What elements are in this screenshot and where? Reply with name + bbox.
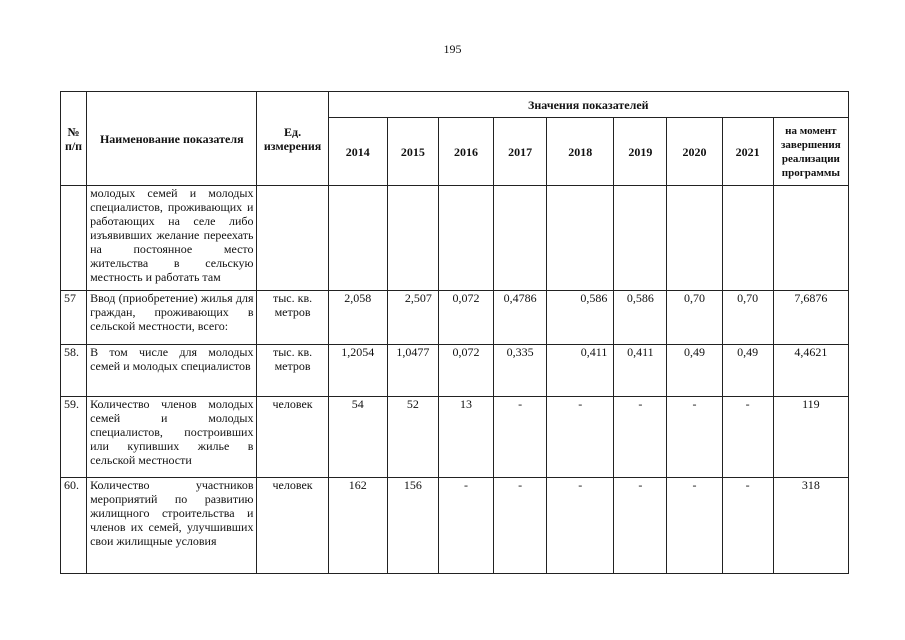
row-num: 57 xyxy=(61,291,87,345)
header-values-group: Значения показателей xyxy=(328,92,848,118)
row-value: 54 xyxy=(328,397,387,478)
row-value xyxy=(494,186,547,291)
row-value: - xyxy=(494,397,547,478)
header-num: № п/п xyxy=(61,92,87,186)
row-final: 318 xyxy=(773,478,848,574)
row-value: 0,335 xyxy=(494,345,547,397)
row-name: Количество членов молодых семей и молодых специалистов, построивших или купивших жилье в сельской местности xyxy=(87,397,257,478)
row-unit xyxy=(257,186,328,291)
row-value xyxy=(438,186,493,291)
row-name: Количество участников мероприятий по развитию жилищного строительства и членов их семей, улучшивших свои жилищные условия xyxy=(87,478,257,574)
row-value: 0,49 xyxy=(667,345,722,397)
row-value: - xyxy=(494,478,547,574)
row-value: 0,70 xyxy=(667,291,722,345)
row-num xyxy=(61,186,87,291)
row-value: 162 xyxy=(328,478,387,574)
row-unit: человек xyxy=(257,397,328,478)
header-year: 2021 xyxy=(722,118,773,186)
row-value: - xyxy=(722,397,773,478)
row-value: 0,586 xyxy=(614,291,667,345)
row-final: 119 xyxy=(773,397,848,478)
header-year: 2018 xyxy=(547,118,614,186)
row-value: - xyxy=(667,397,722,478)
row-num: 59. xyxy=(61,397,87,478)
header-year: 2019 xyxy=(614,118,667,186)
header-final: на момент завершения реализации программы xyxy=(773,118,848,186)
row-final: 7,6876 xyxy=(773,291,848,345)
row-value: 13 xyxy=(438,397,493,478)
row-value: 0,70 xyxy=(722,291,773,345)
row-value: 0,072 xyxy=(438,291,493,345)
table-row xyxy=(61,345,849,397)
row-value xyxy=(614,186,667,291)
row-value xyxy=(722,186,773,291)
table-row xyxy=(61,478,849,574)
row-name: Ввод (приобретение) жилья для граждан, проживающих в сельской местности, всего: xyxy=(87,291,257,345)
header-unit: Ед. измерения xyxy=(257,92,328,186)
row-value: - xyxy=(547,397,614,478)
row-value: 1,0477 xyxy=(387,345,438,397)
row-unit: тыс. кв. метров xyxy=(257,345,328,397)
row-value xyxy=(547,186,614,291)
row-value xyxy=(667,186,722,291)
row-value: 0,4786 xyxy=(494,291,547,345)
row-num: 60. xyxy=(61,478,87,574)
header-year: 2017 xyxy=(494,118,547,186)
header-year: 2014 xyxy=(328,118,387,186)
row-num: 58. xyxy=(61,345,87,397)
header-year: 2016 xyxy=(438,118,493,186)
table-row xyxy=(61,397,849,478)
row-value xyxy=(387,186,438,291)
table-row xyxy=(61,291,849,345)
row-value: - xyxy=(614,478,667,574)
row-name: молодых семей и молодых специалистов, проживающих и работающих на селе либо изъявивших желание переехать на постоянное место жительства в сельскую местность и работать там xyxy=(87,186,257,291)
row-value: 156 xyxy=(387,478,438,574)
page-number: 195 xyxy=(443,42,462,56)
row-value: 2,058 xyxy=(328,291,387,345)
row-unit: человек xyxy=(257,478,328,574)
row-value: 0,072 xyxy=(438,345,493,397)
header-name: Наименование показателя xyxy=(87,92,257,186)
row-value: - xyxy=(722,478,773,574)
row-final: 4,4621 xyxy=(773,345,848,397)
row-value: - xyxy=(667,478,722,574)
row-value xyxy=(328,186,387,291)
row-unit: тыс. кв. метров xyxy=(257,291,328,345)
row-name: В том числе для молодых семей и молодых специалистов xyxy=(87,345,257,397)
row-value: 0,411 xyxy=(547,345,614,397)
header-row-group xyxy=(61,92,849,118)
header-year: 2015 xyxy=(387,118,438,186)
row-value: 0,586 xyxy=(547,291,614,345)
row-value: - xyxy=(547,478,614,574)
row-value: - xyxy=(614,397,667,478)
indicators-table xyxy=(60,91,849,574)
row-value: 1,2054 xyxy=(328,345,387,397)
row-value: 52 xyxy=(387,397,438,478)
row-value: - xyxy=(438,478,493,574)
table-row xyxy=(61,186,849,291)
row-value: 0,49 xyxy=(722,345,773,397)
row-final xyxy=(773,186,848,291)
row-value: 0,411 xyxy=(614,345,667,397)
row-value: 2,507 xyxy=(387,291,438,345)
header-year: 2020 xyxy=(667,118,722,186)
